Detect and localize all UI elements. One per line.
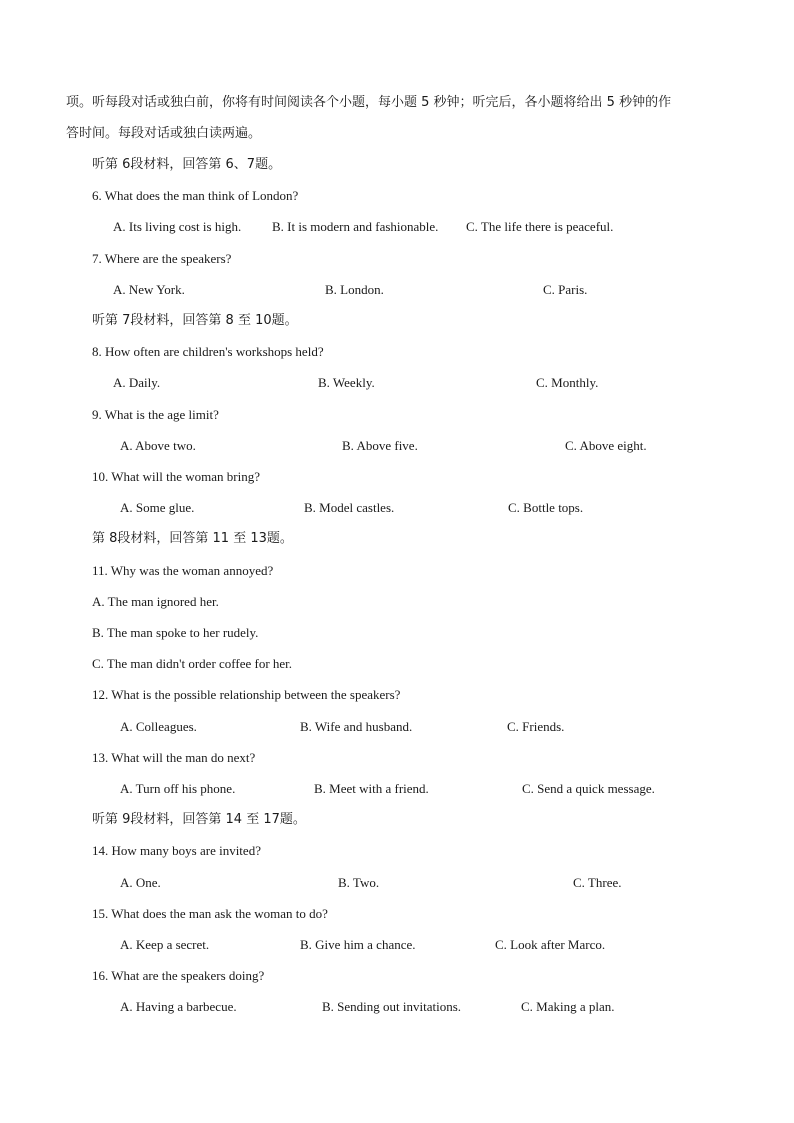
option-b: B. Model castles.: [304, 500, 395, 515]
option-c: C. Paris.: [543, 282, 588, 297]
option-a: A. Its living cost is high.: [113, 219, 242, 234]
option-c: C. Look after Marco.: [495, 937, 606, 952]
option-b: B. Above five.: [342, 438, 418, 453]
option-a: A. Above two.: [120, 438, 196, 453]
option-c: C. Three.: [573, 875, 622, 890]
intro-line-2: 答时间。每段对话或独白读两遍。: [66, 126, 262, 141]
section-instruction: 听第 6段材料，回答第 6、7题。: [92, 157, 282, 172]
option-a: A. Keep a secret.: [120, 937, 210, 952]
option-a: A. Turn off his phone.: [120, 781, 236, 796]
option-a: A. New York.: [113, 282, 185, 297]
option-c: C. The man didn't order coffee for her.: [92, 656, 293, 671]
option-c: C. Above eight.: [565, 438, 647, 453]
option-b: B. Meet with a friend.: [314, 781, 429, 796]
option-b: B. Weekly.: [318, 375, 375, 390]
option-b: B. The man spoke to her rudely.: [92, 625, 259, 640]
option-c: C. Bottle tops.: [508, 500, 584, 515]
question-11: 11. Why was the woman annoyed?: [92, 563, 274, 578]
option-c: C. Send a quick message.: [522, 781, 655, 796]
option-a: A. Some glue.: [120, 500, 195, 515]
section-instruction: 第 8段材料，回答第 11 至 13题。: [92, 531, 293, 546]
section-instruction: 听第 7段材料，回答第 8 至 10题。: [92, 313, 298, 328]
option-b: B. Two.: [338, 875, 380, 890]
option-c: C. The life there is peaceful.: [466, 219, 614, 234]
question-13: 13. What will the man do next?: [92, 750, 256, 765]
question-8: 8. How often are children's workshops held?: [92, 344, 324, 359]
question-14: 14. How many boys are invited?: [92, 843, 261, 858]
section-instruction: 听第 9段材料，回答第 14 至 17题。: [92, 812, 306, 827]
option-c: C. Friends.: [507, 719, 565, 734]
question-10: 10. What will the woman bring?: [92, 469, 261, 484]
option-a: A. Colleagues.: [120, 719, 197, 734]
option-c: C. Monthly.: [536, 375, 599, 390]
option-a: A. The man ignored her.: [92, 594, 219, 609]
question-12: 12. What is the possible relationship between the speakers?: [92, 687, 401, 702]
option-b: B. London.: [325, 282, 384, 297]
question-6: 6. What does the man think of London?: [92, 188, 299, 203]
option-b: B. Wife and husband.: [300, 719, 413, 734]
question-9: 9. What is the age limit?: [92, 407, 219, 422]
option-b: B. It is modern and fashionable.: [272, 219, 439, 234]
intro-line-1: 项。听每段对话或独白前，你将有时间阅读各个小题，每小题 5 秒钟；听完后，各小题将给出 5 秒钟的作: [66, 95, 672, 110]
question-7: 7. Where are the speakers?: [92, 251, 232, 266]
option-b: B. Sending out invitations.: [322, 999, 462, 1014]
option-a: A. Having a barbecue.: [120, 999, 237, 1014]
question-16: 16. What are the speakers doing?: [92, 968, 265, 983]
option-a: A. One.: [120, 875, 161, 890]
option-b: B. Give him a chance.: [300, 937, 416, 952]
question-15: 15. What does the man ask the woman to do?: [92, 906, 328, 921]
option-c: C. Making a plan.: [521, 999, 615, 1014]
option-a: A. Daily.: [113, 375, 161, 390]
